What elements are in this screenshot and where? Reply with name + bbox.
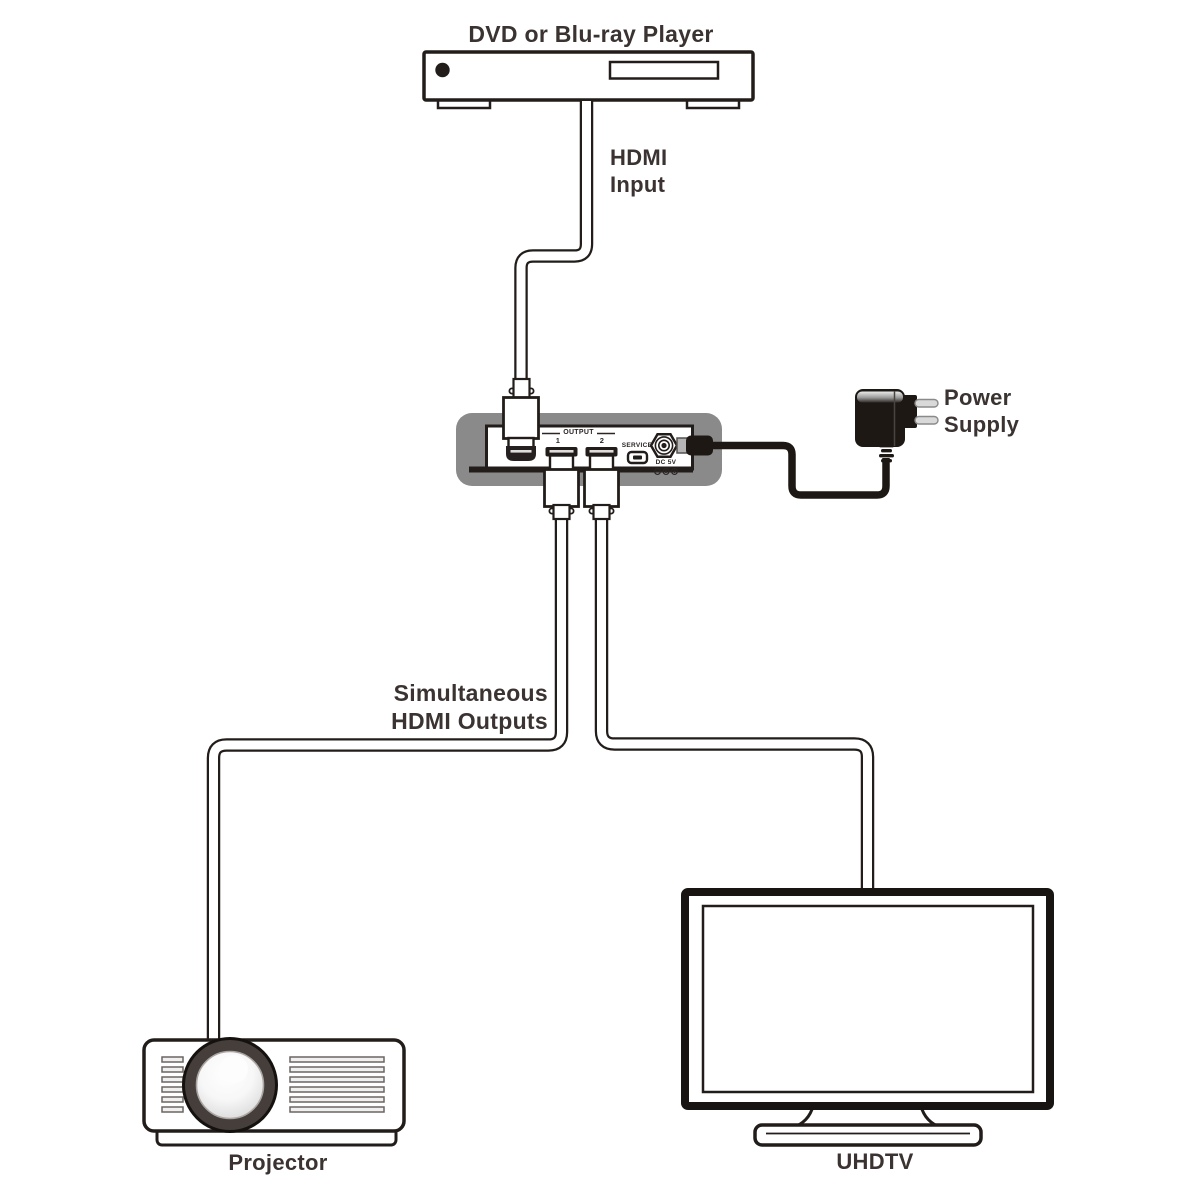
source-device-label: DVD or Blu-ray Player bbox=[468, 21, 714, 47]
hdmi-input-cable bbox=[521, 101, 587, 384]
hdmi-output-plug-2 bbox=[585, 447, 619, 519]
hdmi-input-plug bbox=[504, 379, 539, 461]
projector-label: Projector bbox=[228, 1150, 328, 1175]
hdmi-output-plug-1 bbox=[545, 447, 579, 519]
output-port-2-label: 2 bbox=[599, 436, 605, 445]
plug-prong-top bbox=[915, 400, 938, 408]
power-supply-line1: Power bbox=[944, 385, 1012, 410]
hdmi-input-line1: HDMI bbox=[610, 145, 668, 170]
uhdtv-drawing bbox=[685, 892, 1050, 1145]
hdmi-output-cable-2 bbox=[602, 514, 868, 890]
power-supply-label bbox=[944, 384, 1019, 438]
hdmi-plug-tip bbox=[506, 446, 536, 461]
prong-block bbox=[903, 395, 917, 428]
hdmi-input-line2: Input bbox=[610, 172, 666, 197]
power-cable bbox=[711, 446, 886, 496]
adapter-top-highlight bbox=[857, 392, 903, 403]
simultaneous-outputs-label bbox=[250, 679, 548, 735]
dc-power-label: DC 5V bbox=[655, 458, 677, 466]
hdmi-input-label bbox=[610, 144, 667, 198]
disc-tray bbox=[610, 62, 718, 79]
hdmi-output-cable-1 bbox=[214, 514, 562, 1042]
projector-drawing bbox=[144, 1039, 404, 1146]
dc-power-plug bbox=[677, 436, 713, 456]
plug-prong-bottom bbox=[915, 417, 938, 425]
lens-highlight bbox=[220, 1055, 248, 1083]
simultaneous-line1: Simultaneous bbox=[393, 680, 548, 706]
uhdtv-label: UHDTV bbox=[836, 1149, 914, 1174]
power-supply-line2: Supply bbox=[944, 412, 1020, 437]
output-port-1-label: 1 bbox=[555, 436, 561, 445]
service-port-label: SERVICE bbox=[621, 441, 653, 449]
power-button-icon bbox=[435, 63, 449, 77]
power-supply-drawing bbox=[711, 389, 938, 495]
output-group-label: OUTPUT bbox=[563, 429, 594, 436]
dvd-player-drawing bbox=[424, 52, 753, 108]
simultaneous-line2: HDMI Outputs bbox=[391, 708, 548, 734]
tv-screen bbox=[703, 906, 1033, 1092]
tv-stand-base bbox=[755, 1125, 981, 1145]
